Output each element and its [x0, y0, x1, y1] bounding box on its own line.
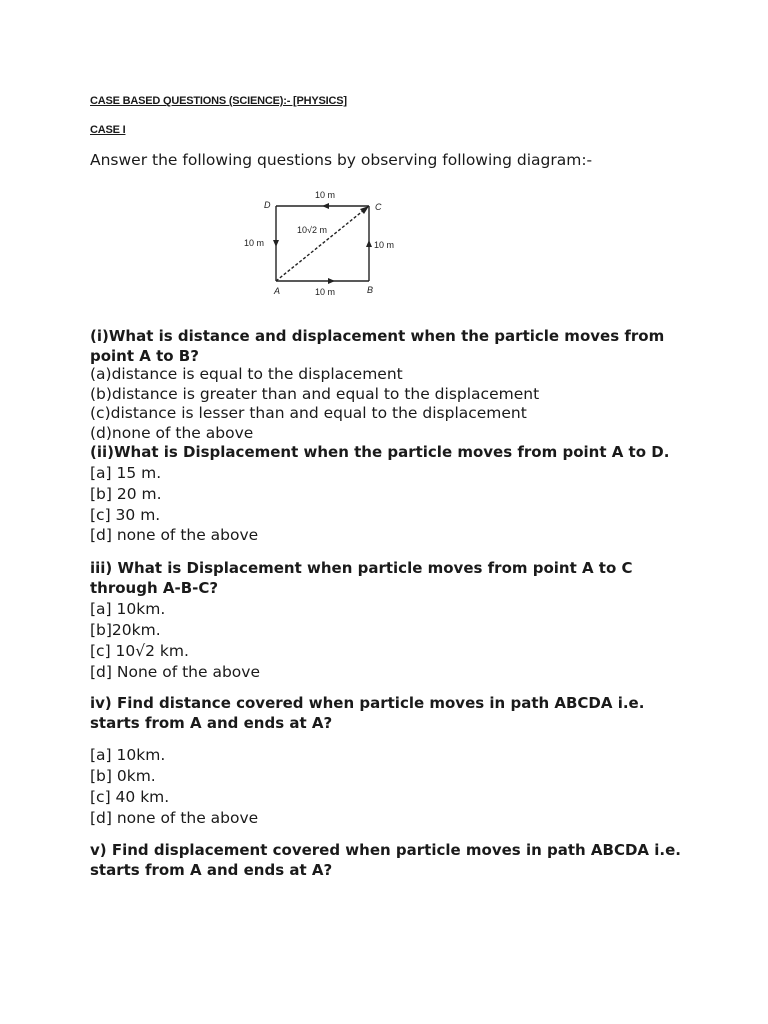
arrow-right-bottom — [328, 278, 335, 284]
option-3b: [b]20km. — [90, 621, 161, 639]
option-2b: [b] 20 m. — [90, 485, 162, 503]
option-1d: (d)none of the above — [90, 424, 254, 442]
option-1c: (c)distance is lesser than and equal to the displacement — [90, 404, 527, 422]
question-3: iii) What is Displacement when particle moves from point A to C through A-B-C? — [90, 559, 633, 597]
label-c: C — [375, 202, 382, 212]
arrow-left-top — [322, 203, 329, 209]
label-diagonal: 10√2 m — [297, 225, 327, 235]
question-2: (ii)What is Displacement when the particle moves from point A to D. — [90, 443, 670, 461]
label-a: A — [274, 286, 281, 296]
option-4d: [d] none of the above — [90, 809, 259, 827]
option-1a: (a)distance is equal to the displacement — [90, 365, 403, 383]
option-2d: [d] none of the above — [90, 526, 259, 544]
option-4a: [a] 10km. — [90, 746, 166, 764]
label-b: B — [367, 285, 374, 295]
label-right-length: 10 m — [374, 240, 395, 250]
label-bottom-length: 10 m — [315, 287, 336, 297]
square-path-diagram — [236, 186, 416, 298]
arrow-up-right — [366, 240, 372, 247]
option-2a: [a] 15 m. — [90, 464, 162, 482]
intro-instruction: Answer the following questions by observing following diagram:- — [90, 151, 593, 169]
arrow-down-left — [273, 240, 279, 247]
label-left-length: 10 m — [244, 238, 265, 248]
option-1b: (b)distance is greater than and equal to the displacement — [90, 385, 540, 403]
diagonal-ac — [276, 206, 369, 281]
option-4c: [c] 40 km. — [90, 788, 170, 806]
question-5: v) Find displacement covered when particle moves in path ABCDA i.e. starts from A and ends at A? — [90, 841, 681, 879]
label-top-length: 10 m — [315, 190, 336, 200]
label-d: D — [264, 200, 271, 210]
question-1: (i)What is distance and displacement when the particle moves from point A to B? — [90, 327, 665, 365]
option-3c: [c] 10√2 km. — [90, 642, 189, 660]
option-3a: [a] 10km. — [90, 600, 166, 618]
question-4: iv) Find distance covered when particle moves in path ABCDA i.e. starts from A and ends at A? — [90, 694, 645, 732]
option-2c: [c] 30 m. — [90, 506, 161, 524]
option-4b: [b] 0km. — [90, 767, 156, 785]
case-heading: CASE I — [90, 124, 126, 136]
option-3d: [d] None of the above — [90, 663, 260, 681]
diagonal-arrowhead — [360, 206, 369, 214]
document-title: CASE BASED QUESTIONS (SCIENCE):- [PHYSICS] — [90, 95, 347, 107]
